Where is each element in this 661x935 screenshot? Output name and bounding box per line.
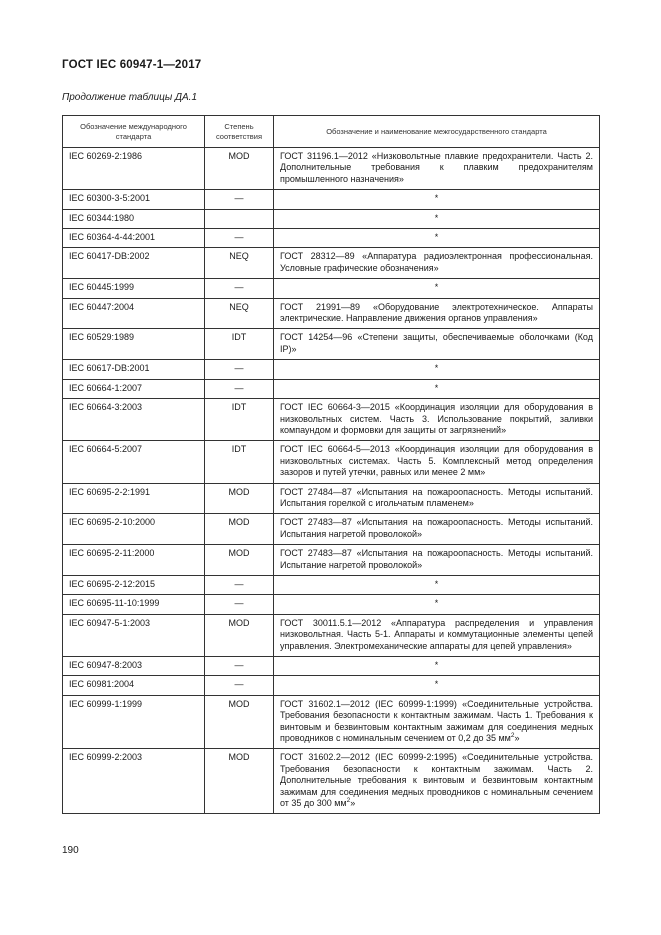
international-standard-cell: IEC 60445:1999	[63, 279, 205, 298]
interstate-standard-cell	[274, 575, 600, 594]
closing-quote: »	[350, 798, 356, 809]
table-row	[63, 483, 600, 514]
degree-cell: —	[205, 657, 274, 676]
table-row	[63, 514, 600, 545]
international-standard-cell: IEC 60529:1989	[63, 329, 205, 360]
international-standard-cell: IEC 60999-1:1999	[63, 695, 205, 749]
interstate-standard-text: ГОСТ 21991—89 «Оборудование электротехническое. Аппараты электрические. Направление движения органов управления»	[280, 301, 593, 324]
interstate-standard-cell	[274, 379, 600, 398]
interstate-standard-text: *	[434, 660, 439, 670]
table-row	[63, 329, 600, 360]
interstate-standard-cell	[274, 190, 600, 209]
table-row	[63, 190, 600, 209]
international-standard-cell: IEC 60617-DB:2001	[63, 360, 205, 379]
degree-cell: MOD	[205, 483, 274, 514]
table-row	[63, 279, 600, 298]
international-standard-cell: IEC 60695-2-10:2000	[63, 514, 205, 545]
interstate-standard-text: *	[434, 282, 439, 293]
table-header-row	[63, 116, 600, 148]
degree-cell: MOD	[205, 749, 274, 814]
interstate-standard-cell	[274, 360, 600, 379]
interstate-standard-cell	[274, 329, 600, 360]
interstate-standard-cell	[274, 657, 600, 676]
international-standard-cell: IEC 60664-5:2007	[63, 441, 205, 483]
degree-cell: NEQ	[205, 298, 274, 329]
superscript: 2	[346, 797, 351, 805]
interstate-standard-cell	[274, 148, 600, 190]
degree-cell: —	[205, 379, 274, 398]
interstate-standard-text: ГОСТ IEC 60664-5—2013 «Координация изоляции для оборудования в низковольтных системах. Часть 5. Комплексный метод определения зазоров и путей утечки, равных или менее 2 мм»	[280, 444, 593, 478]
superscript: 2	[510, 732, 515, 740]
interstate-standard-cell	[274, 248, 600, 279]
column-header-interstate: Обозначение и наименование межгосударственного стандарта	[274, 116, 600, 148]
interstate-standard-text: ГОСТ 27484—87 «Испытания на пожароопасность. Методы испытаний. Испытания горелкой с игольчатым пламенем»	[280, 486, 593, 508]
document-header: ГОСТ IEC 60947-1—2017	[62, 59, 202, 71]
table-row	[63, 676, 600, 695]
interstate-standard-text: *	[434, 212, 439, 223]
interstate-standard-text: *	[434, 363, 439, 374]
column-header-international: Обозначение международного стандарта	[63, 116, 205, 148]
interstate-standard-cell	[274, 399, 600, 441]
international-standard-cell: IEC 60664-3:2003	[63, 399, 205, 441]
interstate-standard-text: *	[434, 382, 439, 393]
interstate-standard-cell	[274, 483, 600, 514]
degree-cell: —	[205, 676, 274, 695]
table-row	[63, 695, 600, 749]
degree-cell: —	[205, 575, 274, 594]
international-standard-cell: IEC 60695-2-2:1991	[63, 483, 205, 514]
international-standard-cell: IEC 60695-2-11:2000	[63, 545, 205, 576]
interstate-standard-text: ГОСТ IEC 60664-3—2015 «Координация изоляции для оборудования в низковольтных систем. Часть 3. Использование покрытий, заливки компаундом и формовки для защиты от загрязнений»	[280, 402, 593, 435]
international-standard-cell: IEC 60981:2004	[63, 676, 205, 695]
interstate-standard-cell	[274, 545, 600, 576]
international-standard-cell: IEC 60695-2-12:2015	[63, 575, 205, 594]
interstate-standard-text: ГОСТ 27483—87 «Испытания на пожароопасность. Методы испытаний. Испытание нагретой проволокой»	[280, 548, 593, 570]
table-row	[63, 575, 600, 594]
table-row	[63, 441, 600, 483]
interstate-standard-text: *	[434, 598, 439, 609]
interstate-standard-text: *	[434, 679, 439, 690]
international-standard-cell: IEC 60664-1:2007	[63, 379, 205, 398]
international-standard-cell: IEC 60300-3-5:2001	[63, 190, 205, 209]
degree-cell: —	[205, 279, 274, 298]
interstate-standard-cell	[274, 676, 600, 695]
international-standard-cell: IEC 60999-2:2003	[63, 749, 205, 814]
interstate-standard-text: ГОСТ 31602.1—2012 (IEC 60999-1:1999) «Соединительные устройства. Требования безопасности к контактным зажимам. Часть 1. Требования к винтовым и безвинтовым контактным зажимам для соединения медных проводников с номинальным сечением от 0,2 до 35 мм	[280, 698, 593, 744]
interstate-standard-text: ГОСТ 30011.5.1—2012 «Аппаратура распределения и управления низковольтная. Часть 5-1. Аппараты и коммутационные элементы цепей управления. Электромеханические аппараты для цепей управления»	[280, 617, 593, 651]
interstate-standard-cell	[274, 209, 600, 228]
interstate-standard-text: *	[434, 232, 439, 243]
interstate-standard-cell	[274, 595, 600, 614]
table-row	[63, 148, 600, 190]
column-header-degree: Степень соответствия	[205, 116, 274, 148]
table-row	[63, 399, 600, 441]
page-number: 190	[62, 845, 79, 856]
international-standard-cell: IEC 60947-8:2003	[63, 657, 205, 676]
interstate-standard-cell	[274, 298, 600, 329]
interstate-standard-cell	[274, 514, 600, 545]
table-row	[63, 229, 600, 248]
table-row	[63, 595, 600, 614]
interstate-standard-cell	[274, 441, 600, 483]
degree-cell	[205, 209, 274, 228]
degree-cell: IDT	[205, 441, 274, 483]
table-row	[63, 209, 600, 228]
interstate-standard-cell	[274, 229, 600, 248]
degree-cell: IDT	[205, 329, 274, 360]
table-row	[63, 360, 600, 379]
table-caption: Продолжение таблицы ДА.1	[62, 92, 198, 103]
interstate-standard-text: ГОСТ 28312—89 «Аппаратура радиоэлектронная профессиональная. Условные графические обозначения»	[280, 251, 593, 273]
degree-cell: —	[205, 360, 274, 379]
interstate-standard-cell	[274, 695, 600, 749]
table-row	[63, 614, 600, 656]
table-row	[63, 298, 600, 329]
closing-quote: »	[514, 733, 520, 744]
interstate-standard-cell	[274, 614, 600, 656]
degree-cell: NEQ	[205, 248, 274, 279]
international-standard-cell: IEC 60417-DB:2002	[63, 248, 205, 279]
international-standard-cell: IEC 60447:2004	[63, 298, 205, 329]
standards-table	[62, 115, 600, 814]
interstate-standard-text: ГОСТ 31196.1—2012 «Низковольтные плавкие предохранители. Часть 2. Дополнительные требования к плавким предохранителям промышленного назначения»	[280, 151, 593, 184]
degree-cell: MOD	[205, 695, 274, 749]
degree-cell: MOD	[205, 614, 274, 656]
interstate-standard-text: ГОСТ 31602.2—2012 (IEC 60999-2:1995) «Соединительные устройства. Требования безопасности к контактным зажимам. Часть 2. Дополнительные требования к винтовым и безвинтовым контактным зажимам для соединения медных проводников с номинальным сечением от 35 до 300 мм	[280, 752, 593, 809]
table-row	[63, 379, 600, 398]
international-standard-cell: IEC 60344:1980	[63, 209, 205, 228]
table-row	[63, 248, 600, 279]
table-row	[63, 749, 600, 814]
international-standard-cell: IEC 60695-11-10:1999	[63, 595, 205, 614]
interstate-standard-text: *	[434, 578, 439, 589]
degree-cell: —	[205, 229, 274, 248]
interstate-standard-text: ГОСТ 14254—96 «Степени защиты, обеспечиваемые оболочками (Код IP)»	[280, 332, 593, 354]
international-standard-cell: IEC 60364-4-44:2001	[63, 229, 205, 248]
degree-cell: —	[205, 595, 274, 614]
degree-cell: —	[205, 190, 274, 209]
table-row	[63, 545, 600, 576]
interstate-standard-text: ГОСТ 27483—87 «Испытания на пожароопасность. Методы испытаний. Испытания нагретой проволокой»	[280, 517, 593, 539]
degree-cell: MOD	[205, 148, 274, 190]
international-standard-cell: IEC 60947-5-1:2003	[63, 614, 205, 656]
interstate-standard-cell	[274, 749, 600, 814]
interstate-standard-cell	[274, 279, 600, 298]
degree-cell: IDT	[205, 399, 274, 441]
degree-cell: MOD	[205, 545, 274, 576]
degree-cell: MOD	[205, 514, 274, 545]
table-row	[63, 657, 600, 676]
interstate-standard-text: *	[434, 193, 439, 204]
international-standard-cell: IEC 60269-2:1986	[63, 148, 205, 190]
